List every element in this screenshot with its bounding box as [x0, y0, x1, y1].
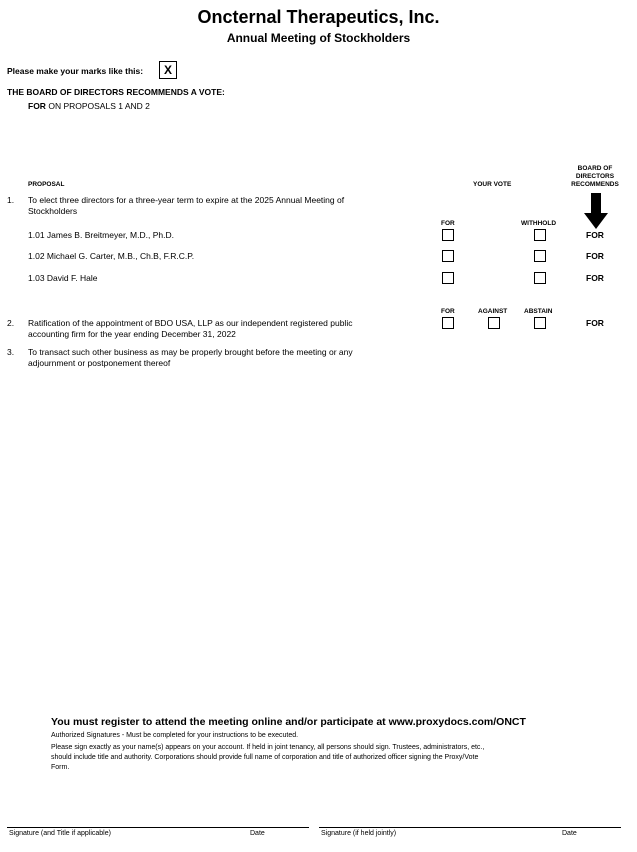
signing-instructions: [51, 743, 591, 773]
signature-2-label: Signature (if held jointly): [321, 830, 397, 837]
board-proposals-text: ON PROPOSALS 1 AND 2: [48, 101, 150, 111]
board-for-word: FOR: [28, 101, 46, 111]
proposal-1-text-line2: Stockholders: [28, 206, 78, 216]
board-recommends-header: [562, 165, 628, 189]
nominee-1-01-withhold-checkbox[interactable]: [534, 229, 546, 241]
signature-1-date-label: Date: [250, 830, 265, 837]
signing-instructions-line3: Form.: [51, 764, 70, 771]
proposal-2-abstain-header: ABSTAIN: [524, 308, 553, 315]
nominee-1-01-for-checkbox[interactable]: [442, 229, 454, 241]
board-recommends-line2: DIRECTORS: [575, 173, 615, 180]
proposal-column-header: PROPOSAL: [28, 181, 65, 188]
example-mark-box: X: [159, 61, 177, 79]
signing-instructions-line1: Please sign exactly as your name(s) appears on your account. If held in joint tenancy, all persons should sign. Trustees, administrators, etc.,: [51, 744, 485, 751]
proposal-3-text-line1: To transact such other business as may be properly brought before the meeting or any: [28, 347, 353, 357]
nominee-1-02-label: 1.02 Michael G. Carter, M.B., Ch.B, F.R.C.P.: [28, 251, 195, 261]
registration-notice: You must register to attend the meeting online and/or participate at www.proxydocs.com/ONCT: [51, 716, 526, 728]
signature-2-line[interactable]: [319, 827, 621, 828]
nominee-1-03-recommendation: FOR: [586, 273, 604, 283]
nominee-1-01-label: 1.01 James B. Breitmeyer, M.D., Ph.D.: [28, 230, 174, 240]
nominee-1-02-for-checkbox[interactable]: [442, 250, 454, 262]
nominee-1-03-label: 1.03 David F. Hale: [28, 273, 98, 283]
proposal-3-text: [28, 347, 353, 369]
proposal-1-for-header: FOR: [441, 220, 455, 227]
signature-1-line[interactable]: [7, 827, 309, 828]
proposal-1-withhold-header: WITHHOLD: [521, 220, 557, 227]
nominee-1-01-recommendation: FOR: [586, 230, 604, 240]
proposal-2-against-checkbox[interactable]: [488, 317, 500, 329]
nominee-1-03-for-checkbox[interactable]: [442, 272, 454, 284]
authorized-signatures-note: Authorized Signatures - Must be completed for your instructions to be executed.: [51, 732, 299, 739]
proposal-2-text: [28, 318, 352, 340]
nominee-1-03-withhold-checkbox[interactable]: [534, 272, 546, 284]
proposal-2-recommendation: FOR: [586, 318, 604, 328]
board-heading: THE BOARD OF DIRECTORS RECOMMENDS A VOTE:: [7, 87, 225, 97]
your-vote-column-header: YOUR VOTE: [473, 181, 512, 188]
proposal-1-text: [28, 195, 344, 217]
proposal-1-text-line1: To elect three directors for a three-year term to expire at the 2025 Annual Meeting of: [28, 195, 345, 205]
board-recommends-line3: RECOMMENDS: [571, 181, 619, 188]
proposal-2-for-header: FOR: [441, 308, 455, 315]
proposal-1-number: 1.: [7, 195, 15, 205]
board-subheading: [28, 101, 150, 111]
nominee-1-02-recommendation: FOR: [586, 251, 604, 261]
proposal-2-abstain-checkbox[interactable]: [534, 317, 546, 329]
board-recommends-line1: BOARD OF: [577, 165, 613, 172]
proposal-2-against-header: AGAINST: [478, 308, 508, 315]
signing-instructions-line2: should include title and authority. Corporations should provide full name of corporation and title of authorized officer signing the Proxy/Vote: [51, 754, 479, 761]
proposal-2-number: 2.: [7, 318, 15, 328]
company-name: Oncternal Therapeutics, Inc.: [197, 7, 440, 27]
proposal-2-text-line1: Ratification of the appointment of BDO USA, LLP as our independent registered public: [28, 318, 353, 328]
signature-1-label: Signature (and Title if applicable): [9, 830, 111, 837]
marks-instruction: Please make your marks like this:: [7, 66, 144, 76]
proposal-2-for-checkbox[interactable]: [442, 317, 454, 329]
proposal-3-number: 3.: [7, 347, 15, 357]
proposal-3-text-line2: adjournment or postponement thereof: [28, 358, 171, 368]
signature-2-date-label: Date: [562, 830, 577, 837]
nominee-1-02-withhold-checkbox[interactable]: [534, 250, 546, 262]
down-arrow-icon: [584, 193, 608, 229]
proposal-2-text-line2: accounting firm for the year ending December 31, 2022: [28, 329, 236, 339]
meeting-title: Annual Meeting of Stockholders: [226, 31, 411, 45]
